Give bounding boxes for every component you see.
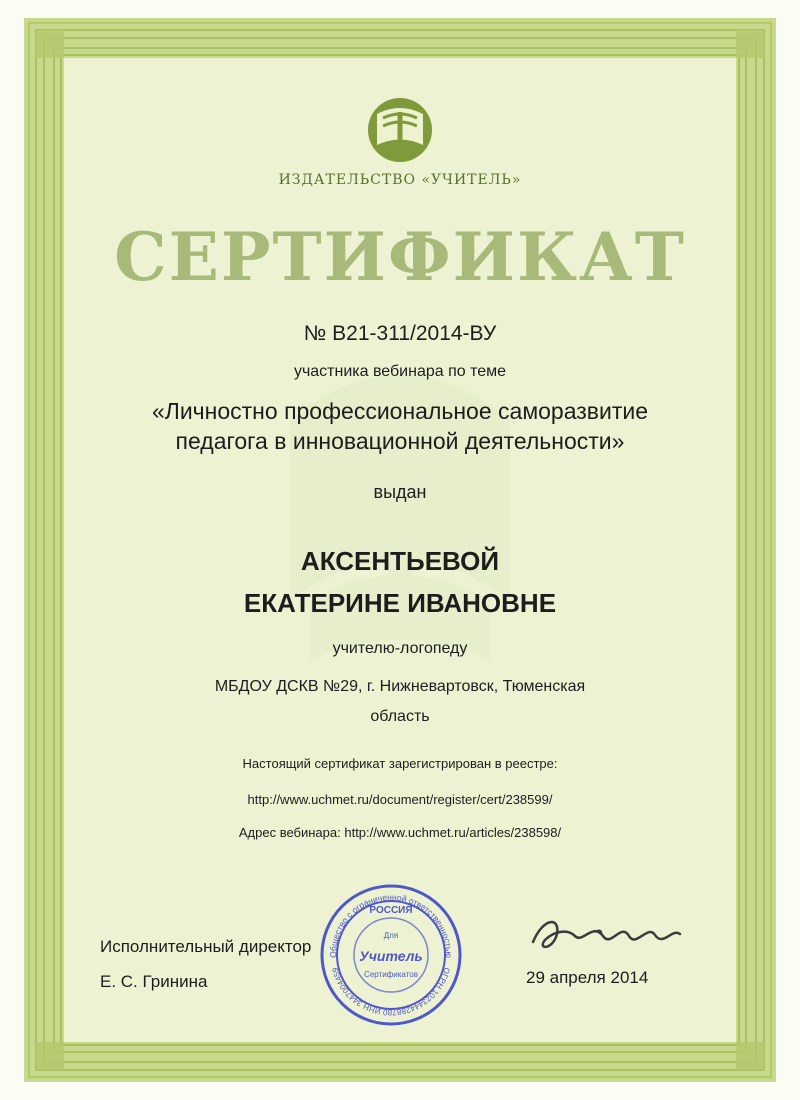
organization-line-2: область: [370, 708, 430, 725]
recipient-name-line-1: АКСЕНТЬЕВОЙ: [300, 546, 500, 576]
webinar-topic: [0, 396, 800, 456]
recipient-name-line-2: ЕКАТЕРИНЕ ИВАНОВНЕ: [243, 588, 557, 618]
publisher-name: ИЗДАТЕЛЬСТВО «УЧИТЕЛЬ»: [278, 172, 522, 188]
webinar-topic-line-2: педагога в инновационной деятельности»: [175, 428, 625, 454]
stamp-outer-text: Общество с ограниченной ответственностью: [327, 891, 455, 958]
stamp-for-text: Для: [383, 931, 399, 940]
official-stamp: [318, 882, 464, 1028]
participant-line: участника вебинара по теме: [293, 363, 507, 380]
stamp-top-text: РОССИЯ: [369, 905, 413, 916]
registry-url: http://www.uchmet.ru/document/register/cert/238599/: [247, 792, 553, 807]
webinar-address: Адрес вебинара: http://www.uchmet.ru/articles/238598/: [238, 825, 562, 840]
signature: [525, 902, 685, 962]
webinar-topic-line-1: «Личностно профессиональное саморазвитие: [151, 398, 649, 424]
director-name: Е. С. Гринина: [100, 972, 208, 991]
certificate-number: № В21-311/2014-ВУ: [303, 322, 497, 345]
organization-line-1: МБДОУ ДСКВ №29, г. Нижневартовск, Тюменская: [214, 678, 586, 695]
certificate-title: СЕРТИФИКАТ: [114, 218, 686, 296]
stamp-ogrn-text: ОГРН 1023444288780 ИНН 3447004459: [330, 966, 452, 1018]
recipient-position: учителю-логопеду: [332, 640, 468, 657]
stamp-center-text: Учитель: [359, 948, 423, 964]
director-title: Исполнительный директор: [100, 937, 312, 956]
stamp-bottom-text: Сертификатов: [364, 970, 418, 979]
recipient-name: [0, 540, 800, 624]
recipient-organization: [0, 672, 800, 732]
publisher-logo-icon: [350, 95, 450, 165]
registry-text: Настоящий сертификат зарегистрирован в реестре:: [242, 756, 558, 771]
issued-label: выдан: [373, 482, 427, 502]
issue-date: 29 апреля 2014: [526, 968, 649, 987]
